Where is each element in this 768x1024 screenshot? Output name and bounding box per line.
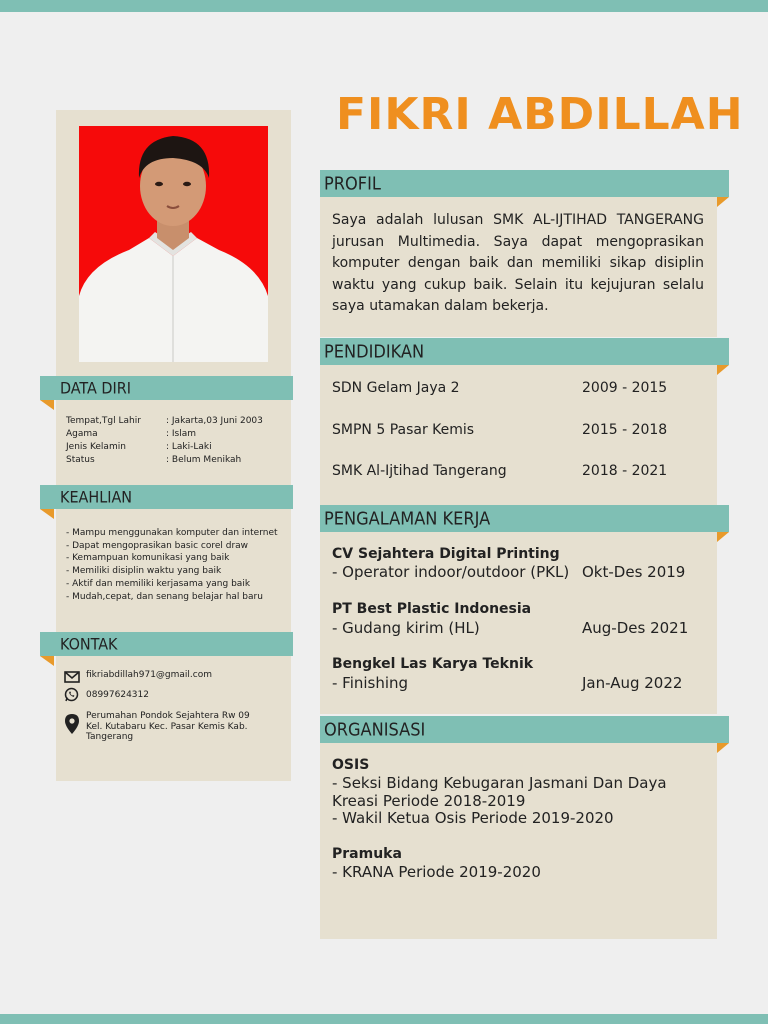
email-text: fikriabdillah971@gmail.com [86, 670, 212, 680]
job-period: Aug-Des 2021 [582, 619, 689, 637]
school-years: 2009 - 2015 [582, 380, 668, 396]
org-name: OSIS [332, 757, 370, 773]
bottom-accent-bar [0, 1014, 768, 1024]
profil-header: PROFIL [320, 170, 729, 197]
job-period: Jan-Aug 2022 [582, 674, 683, 692]
profil-text: Saya adalah lulusan SMK AL-IJTIHAD TANGERANG jurusan Multimedia. Saya dapat mengoprasikan komputer dengan baik dan memiliki sikap disiplin waktu yang cukup baik. Selain itu kejujuran selalu saya utamakan dalam bekerja. [332, 212, 704, 314]
list-item: - Dapat mengoprasikan basic corel draw [66, 540, 249, 551]
kontak-fold [40, 656, 54, 666]
page-title: FIKRI ABDILLAH [336, 89, 744, 140]
list-item: - Mudah,cepat, dan senang belajar hal baru [66, 591, 263, 602]
skill-list [66, 527, 278, 603]
profil-fold [717, 197, 729, 207]
kontak-header: KONTAK [40, 632, 293, 656]
data-diri-header: DATA DIRI [40, 376, 293, 400]
pengalaman-fold [717, 532, 729, 542]
organisasi-fold [717, 743, 729, 753]
data-row-label: Agama [66, 429, 98, 439]
data-row-label: Status [66, 455, 95, 465]
address-line: Perumahan Pondok Sejahtera Rw 09 [86, 711, 250, 721]
job-period: Okt-Des 2019 [582, 563, 686, 581]
school-name: SMPN 5 Pasar Kemis [332, 422, 475, 438]
org-line: - Wakil Ketua Osis Periode 2019-2020 [332, 809, 614, 827]
top-accent-bar [0, 0, 768, 12]
data-diri-fold [40, 400, 54, 410]
school-years: 2018 - 2021 [582, 463, 668, 479]
school-name: SDN Gelam Jaya 2 [332, 380, 460, 396]
pendidikan-header: PENDIDIKAN [320, 338, 729, 365]
address-line: Tangerang [86, 732, 134, 742]
org-name: Pramuka [332, 846, 402, 862]
company-name: Bengkel Las Karya Teknik [332, 656, 534, 672]
job-role: - Gudang kirim (HL) [332, 619, 480, 637]
keahlian-header: KEAHLIAN [40, 485, 293, 509]
data-row-label: Jenis Kelamin [66, 442, 126, 452]
job-role: - Operator indoor/outdoor (PKL) [332, 563, 570, 581]
list-item: - Mampu menggunakan komputer dan internet [66, 528, 278, 538]
whatsapp-icon [64, 687, 79, 706]
job-role: - Finishing [332, 674, 409, 692]
mail-icon [64, 668, 80, 687]
organisasi-panel [320, 743, 717, 939]
data-row-value: : Jakarta,03 Juni 2003 [166, 416, 263, 426]
data-row-value: : Laki-Laki [166, 442, 212, 452]
data-row-value: : Belum Menikah [166, 455, 242, 465]
data-row-label: Tempat,Tgl Lahir [66, 416, 141, 426]
list-item: - Aktif dan memiliki kerjasama yang baik [66, 578, 251, 589]
company-name: CV Sejahtera Digital Printing [332, 546, 560, 562]
address-line: Kel. Kutabaru Kec. Pasar Kemis Kab. [86, 721, 248, 732]
phone-text: 08997624312 [86, 690, 149, 700]
data-row-value: : Islam [166, 429, 197, 439]
pengalaman-header: PENGALAMAN KERJA [320, 505, 729, 532]
keahlian-fold [40, 509, 54, 519]
list-item: - Kemampuan komunikasi yang baik [66, 553, 230, 564]
company-name: PT Best Plastic Indonesia [332, 601, 532, 617]
organisasi-header: ORGANISASI [320, 716, 729, 743]
org-line: - Seksi Bidang Kebugaran Jasmani Dan Daya [332, 774, 667, 792]
school-years: 2015 - 2018 [582, 422, 668, 438]
location-pin-icon [65, 714, 79, 738]
pendidikan-fold [717, 365, 729, 375]
profile-photo [79, 126, 268, 362]
org-line: - KRANA Periode 2019-2020 [332, 863, 541, 881]
school-name: SMK Al-Ijtihad Tangerang [332, 463, 507, 479]
org-line: Kreasi Periode 2018-2019 [332, 792, 526, 810]
list-item: - Memiliki disiplin waktu yang baik [66, 566, 222, 577]
address-text [86, 711, 250, 743]
